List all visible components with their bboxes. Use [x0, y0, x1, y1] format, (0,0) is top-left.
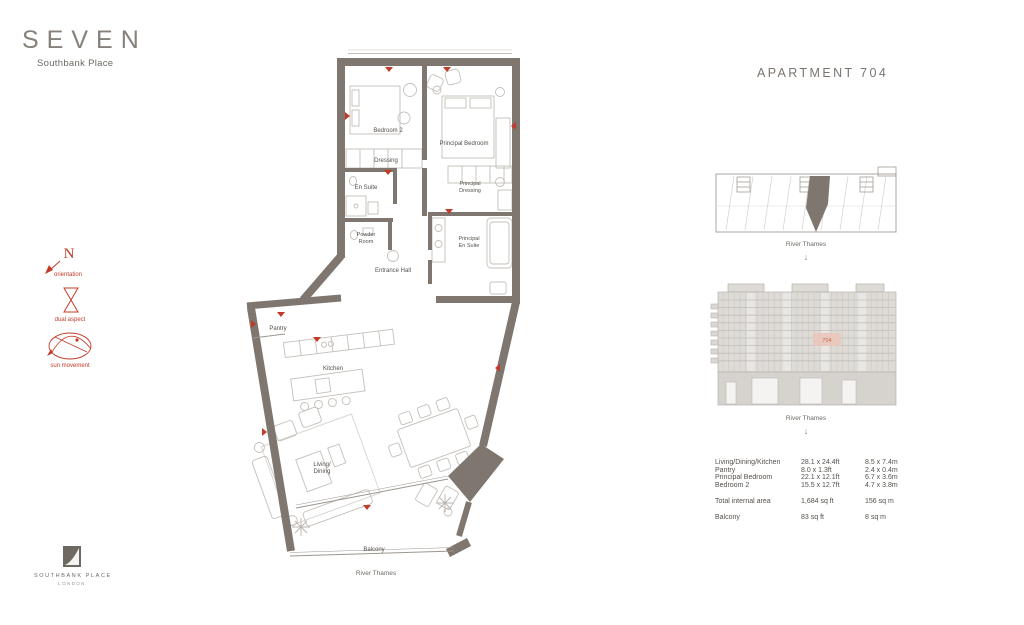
room-label-powder-2: Room: [358, 239, 374, 245]
decor-shape: [821, 293, 832, 371]
metric-dims: 2.4 x 0.4m: [865, 466, 898, 474]
keyplan-diagram: [716, 167, 896, 262]
footer-logo-text: SOUTHBANK PLACE: [34, 573, 112, 579]
kitchen-island: [291, 369, 365, 401]
room-label-living-2: Dining: [313, 469, 331, 475]
room-name: Pantry: [715, 466, 736, 474]
room-label-dressing: Dressing: [374, 158, 398, 164]
total-label: Total internal area: [715, 498, 771, 506]
marker: [363, 505, 371, 510]
imperial-dims: 8.0 x 1.3ft: [801, 466, 832, 474]
plant: [292, 518, 310, 536]
balcony-metric: 8 sq m: [865, 513, 887, 521]
sun-dot: [75, 338, 78, 341]
room-label-principal-dressing-2: Dressing: [459, 188, 481, 194]
room-label-principal-en-suite-1: Principal: [458, 236, 480, 242]
sun-movement-label: sun movement: [50, 363, 90, 369]
brand-name: SEVEN: [22, 26, 147, 54]
north-icon: N: [63, 246, 75, 262]
room-labels: [269, 128, 488, 577]
north-arrow-head: [45, 265, 53, 274]
down-arrow-icon: ↓: [803, 252, 809, 262]
brand-subtitle: Southbank Place: [37, 58, 114, 69]
decor-shape: [711, 322, 718, 327]
room-label-kitchen: Kitchen: [322, 366, 344, 372]
decor-shape: [747, 293, 755, 371]
metric-dims: 4.7 x 3.8m: [865, 481, 898, 489]
river-thames-label-plan: River Thames: [355, 570, 397, 577]
wall: [393, 172, 397, 204]
orientation-legend: [45, 246, 82, 278]
decor-shape: [711, 331, 718, 336]
wall: [388, 222, 392, 250]
marker: [443, 67, 451, 72]
decor-shape: [858, 293, 866, 371]
wall: [337, 58, 520, 66]
room-label-powder-1: Powder: [356, 232, 376, 238]
room-label-balcony: Balcony: [363, 547, 385, 553]
wall: [247, 298, 341, 306]
wall: [422, 168, 427, 216]
room-name: Principal Bedroom: [715, 474, 773, 482]
room-label-en-suite: En Suite: [354, 185, 378, 191]
dual-aspect-label: dual aspect: [54, 317, 86, 323]
elevation-diagram: [711, 284, 896, 436]
total-metric: 156 sq m: [865, 498, 894, 506]
floorplan: [242, 50, 520, 577]
dining-table: [397, 408, 471, 467]
bathtub: [487, 218, 512, 268]
imperial-dims: 15.5 x 12.7ft: [801, 481, 840, 489]
page-title: APARTMENT 704: [757, 66, 889, 80]
balcony-label: Balcony: [715, 513, 740, 521]
wall: [459, 502, 469, 536]
wall: [303, 256, 341, 300]
marker: [345, 112, 350, 120]
sun-movement-legend: [47, 333, 91, 369]
room-label-entrance-hall: Entrance Hall: [374, 268, 412, 274]
sun-line: [55, 337, 87, 352]
bed: [442, 96, 494, 158]
wall-wedge: [448, 444, 504, 502]
orientation-label: orientation: [53, 272, 83, 278]
wall: [483, 302, 516, 446]
table-row: [715, 474, 915, 482]
footer-logo-city: LONDON: [58, 581, 86, 586]
river-thames-label-keyplan: River Thames: [785, 241, 827, 248]
room-label-bedroom2: Bedroom 2: [373, 128, 403, 134]
wall: [428, 212, 512, 216]
marker: [262, 428, 267, 436]
table-row: [715, 459, 915, 467]
walls-layer: [337, 58, 520, 557]
wall: [512, 58, 520, 304]
metric-dims: 6.7 x 3.6m: [865, 474, 898, 482]
southbank-place-logo-icon: [63, 546, 81, 567]
down-arrow-icon: ↓: [803, 426, 809, 436]
room-name: Bedroom 2: [715, 481, 750, 489]
table-row: [715, 467, 915, 475]
decor-shape: [711, 349, 718, 354]
metric-dims: 8.5 x 7.4m: [865, 459, 898, 466]
elevation-unit-number: 704: [822, 338, 832, 344]
imperial-dims: 28.1 x 24.4ft: [801, 459, 840, 466]
wall: [337, 58, 345, 258]
room-label-principal-bedroom: Principal Bedroom: [439, 141, 489, 147]
wall: [345, 218, 393, 222]
room-label-principal-dressing-1: Principal: [459, 181, 481, 187]
decor-shape: [783, 293, 791, 371]
dimensions-table: [715, 459, 915, 522]
decor-shape: [711, 358, 718, 363]
room-label-pantry: Pantry: [269, 326, 287, 332]
decor-shape: [711, 304, 718, 309]
marker: [384, 170, 392, 175]
marker: [313, 337, 321, 342]
imperial-dims: 22.1 x 12.1ft: [801, 474, 840, 482]
room-name: Living/Dining/Kitchen: [715, 459, 781, 466]
marker: [385, 67, 393, 72]
balcony-imperial: 83 sq ft: [801, 513, 824, 521]
room-label-living-1: Living/: [313, 462, 331, 468]
total-imperial: 1,684 sq ft: [801, 498, 834, 506]
footer-logo: [34, 546, 110, 586]
table-row-balcony: [715, 514, 915, 522]
table-row-total: [715, 498, 915, 506]
dual-aspect-legend: [55, 288, 86, 323]
decor-shape: [711, 313, 718, 318]
wall: [422, 66, 427, 160]
decor-shape: [711, 340, 718, 345]
room-label-principal-en-suite-2: En Suite: [458, 243, 480, 249]
wall: [436, 296, 512, 303]
wall: [428, 260, 432, 284]
river-thames-label-elevation: River Thames: [785, 415, 827, 422]
table-row: [715, 482, 915, 490]
dual-aspect-icon: [64, 288, 78, 312]
sofa: [302, 489, 373, 527]
marker: [277, 312, 285, 317]
wall: [428, 216, 432, 250]
